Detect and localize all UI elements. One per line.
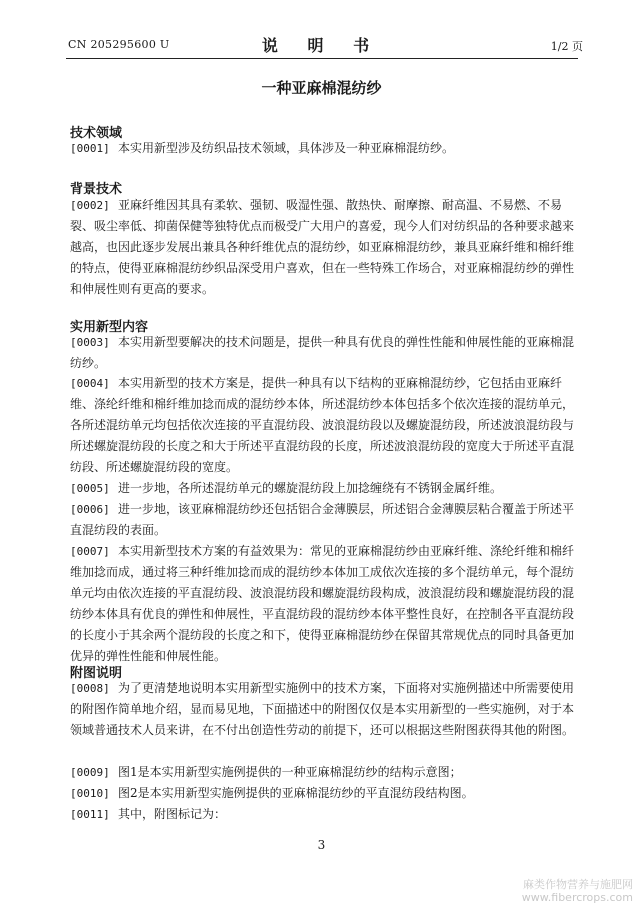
paragraph-0002 (70, 195, 578, 300)
paragraph-number: [0006] (70, 503, 110, 516)
paragraph-text: 图1是本实用新型实施例提供的一种亚麻棉混纺纱的结构示意图； (118, 765, 462, 779)
patent-number: CN 205295600 U (68, 38, 170, 51)
paragraph-number: [0007] (70, 545, 110, 558)
section-heading-drawings: 附图说明 (70, 666, 123, 681)
watermark (522, 878, 633, 904)
watermark-url: www.fibercrops.com (521, 891, 633, 904)
paragraph-0004 (70, 373, 578, 478)
paragraph-0011 (70, 804, 578, 825)
watermark-site-name: 麻类作物营养与施肥网 (523, 878, 633, 891)
paragraph-0009 (70, 762, 578, 783)
paragraph-text: 其中，附图标记为： (118, 807, 227, 821)
paragraph-number: [0004] (70, 377, 110, 390)
paragraph-0003 (70, 332, 578, 374)
paragraph-text: 为了更清楚地说明本实用新型实施例中的技术方案，下面将对实施例描述中所需要使用的附图作简单地介绍，显而易见地，下面描述中的附图仅仅是本实用新型的一些实施例，对于本领域普通技术人员来讲，在不付出创造性劳动的前提下，还可以根据这些附图获得其他的附图。 (70, 681, 575, 737)
paragraph-text: 图2是本实用新型实施例提供的亚麻棉混纺纱的平直混纺段结构图。 (118, 786, 474, 800)
section-heading-tech-field: 技术领域 (70, 126, 123, 141)
document-title: 一种亚麻棉混纺纱 (261, 79, 382, 97)
paragraph-number: [0008] (70, 682, 110, 695)
paragraph-number: [0009] (70, 766, 110, 779)
paragraph-text: 进一步地，该亚麻棉混纺纱还包括铝合金薄膜层，所述铝合金薄膜层粘合覆盖于所述平直混纺段的表面。 (70, 502, 575, 537)
paragraph-number: [0005] (70, 482, 110, 495)
paragraph-0010 (70, 783, 578, 804)
paragraph-text: 本实用新型的技术方案是，提供一种具有以下结构的亚麻棉混纺纱，它包括由亚麻纤维、涤纶纤维和棉纤维加捻而成的混纺纱本体，所述混纺纱本体包括多个依次连接的混纺单元，各所述混纺单元均包括依次连接的平直混纺段、波浪混纺段以及螺旋混纺段，所述波浪混纺段与所述螺旋混纺段的长度之和大于所述平直混纺段的长度，所述波浪混纺段的宽度大于所述平直混纺段、所述螺旋混纺段的宽度。 (70, 376, 575, 474)
paragraph-0007 (70, 541, 578, 667)
section-heading-background: 背景技术 (70, 182, 123, 197)
paragraph-0001 (70, 138, 578, 159)
paragraph-text: 本实用新型涉及纺织品技术领域，具体涉及一种亚麻棉混纺纱。 (118, 141, 455, 155)
paragraph-number: [0003] (70, 336, 110, 349)
section-heading-content: 实用新型内容 (70, 320, 149, 335)
page-info: 1/2 页 (550, 40, 583, 53)
paragraph-number: [0002] (70, 199, 110, 212)
paragraph-text: 进一步地，各所述混纺单元的螺旋混纺段上加捻缠绕有不锈钢金属纤维。 (118, 481, 503, 495)
paragraph-0006 (70, 499, 578, 541)
paragraph-number: [0010] (70, 787, 110, 800)
document-type: 说 明 书 (261, 36, 382, 55)
page-number: 3 (317, 838, 326, 852)
header-divider (66, 58, 578, 59)
paragraph-0005 (70, 478, 578, 499)
paragraph-text: 亚麻纤维因其具有柔软、强韧、吸湿性强、散热快、耐摩擦、耐高温、不易燃、不易裂、吸尘率低、抑菌保健等独特优点而极受广大用户的喜爱，现今人们对纺织品的各种要求越来越高，也因此逐步发展出兼具各种纤维优点的混纺纱，如亚麻棉混纺纱，兼具亚麻纤维和棉纤维的特点，使得亚麻棉混纺纱织品深受用户喜欢，但在一些特殊工作场合，对亚麻棉混纺纱的弹性和伸展性则有更高的要求。 (70, 198, 575, 296)
paragraph-number: [0011] (70, 808, 110, 821)
paragraph-number: [0001] (70, 142, 110, 155)
paragraph-text: 本实用新型技术方案的有益效果为：常见的亚麻棉混纺纱由亚麻纤维、涤纶纤维和棉纤维加捻而成，通过将三种纤维加捻而成的混纺纱本体加工成依次连接的多个混纺单元，每个混纺单元均由依次连接的平直混纺段、波浪混纺段和螺旋混纺段构成，波浪混纺段和螺旋混纺段的混纺纱本体具有优良的弹性和伸展性，平直混纺段的混纺纱本体平整性良好，在控制各平直混纺段的长度小于其余两个混纺段的长度之和下，使得亚麻棉混纺纱在保留其常规优点的同时具备更加优异的弹性性能和伸展性能。 (70, 544, 575, 663)
paragraph-0008 (70, 678, 578, 741)
paragraph-text: 本实用新型要解决的技术问题是，提供一种具有优良的弹性性能和伸展性能的亚麻棉混纺纱。 (70, 335, 575, 370)
